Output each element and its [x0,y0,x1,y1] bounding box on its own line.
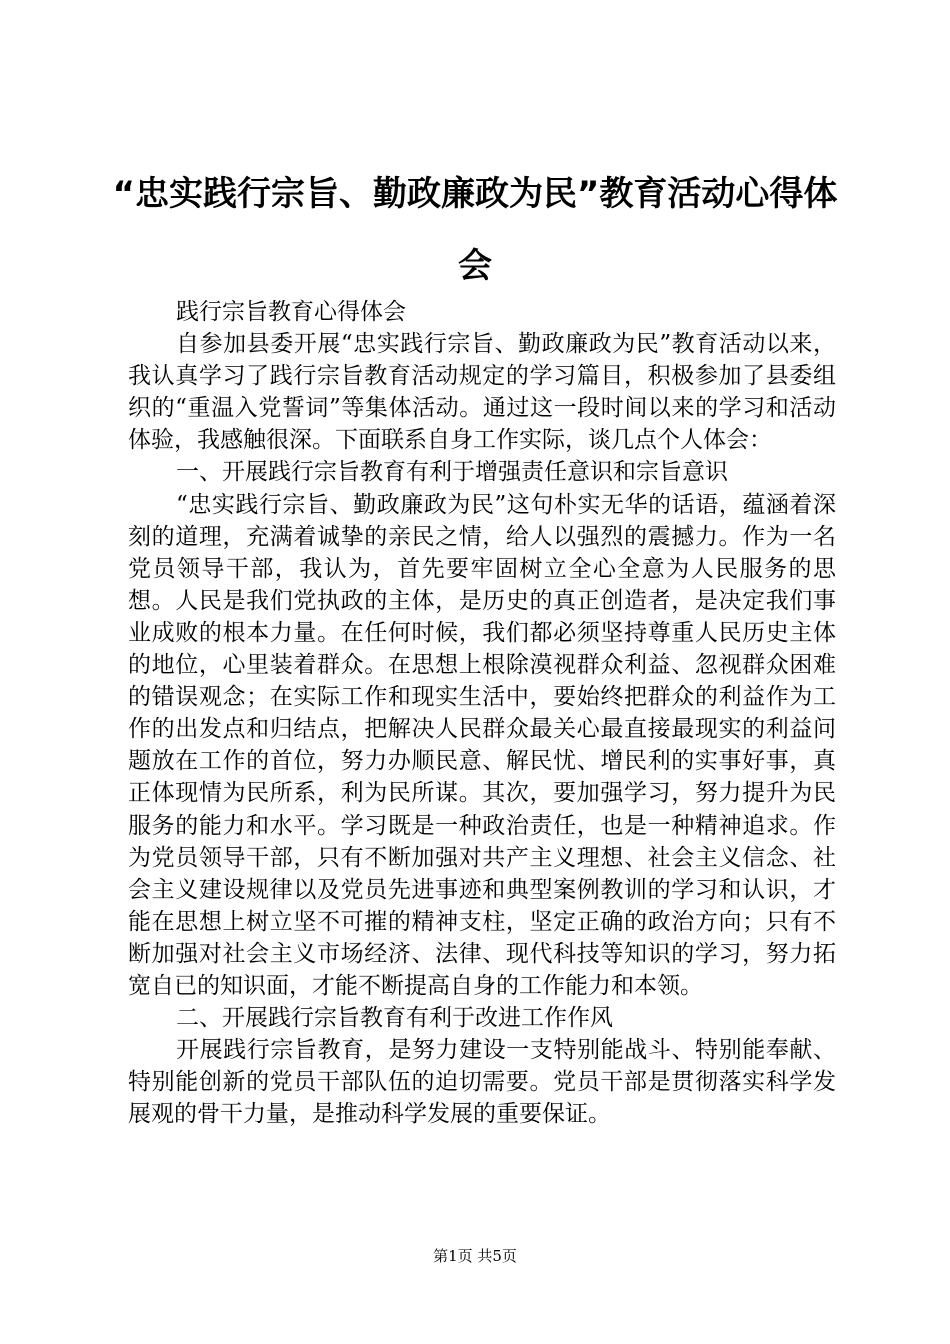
page-footer: 第1页 共5页 [433,1247,517,1265]
paragraph-section-2: 开展践行宗旨教育，是努力建设一支特别能战斗、特别能奉献、特别能创新的党员干部队伍的迫切需要。党员干部是贯彻落实科学发展观的骨干力量，是推动科学发展的重要保证。 [128,1037,836,1128]
document-body [128,296,836,1130]
paragraph-section-1: “忠实践行宗旨、勤政廉政为民”这句朴实无华的话语，蕴涵着深刻的道理，充满着诚挚的亲民之情，给人以强烈的震撼力。作为一名党员领导干部，我认为，首先要牢固树立全心全意为人民服务的思想。人民是我们党执政的主体，是历史的真正创造者，是决定我们事业成败的根本力量。在任何时候，我们都必须坚持尊重人民历史主体的地位，心里装着群众。在思想上根除漠视群众利益、忽视群众困难的错误观念；在实际工作和现实生活中，要始终把群众的利益作为工作的出发点和归结点，把解决人民群众最关心最直接最现实的利益问题放在工作的首位，努力办顺民意、解民忧、增民利的实事好事，真正体现情为民所系，利为民所谋。其次，要加强学习，努力提升为民服务的能力和水平。学习既是一种政治责任，也是一种精神追求。作为党员领导干部，只有不断加强对共产主义理想、社会主义信念、社会主义建设规律以及党员先进事迹和典型案例教训的学习和认识，才能在思想上树立坚不可摧的精神支柱，坚定正确的政治方向；只有不断加强对社会主义市场经济、法律、现代科技等知识的学习，努力拓宽自已的知识面，才能不断提高自身的工作能力和本领。 [128,491,836,999]
paragraph-intro: 自参加县委开展“忠实践行宗旨、勤政廉政为民”教育活动以来，我认真学习了践行宗旨教育活动规定的学习篇目，积极参加了县委组织的“重温入党誓词”等集体活动。通过这一段时间以来的学习和活动体验，我感触很深。下面联系自身工作实际，谈几点个人体会： [128,331,836,454]
document-subtitle: 践行宗旨教育心得体会 [176,299,406,325]
page-title: “忠实践行宗旨、勤政廉政为民”教育活动心得体会 [112,174,838,286]
section-heading-1: 一、开展践行宗旨教育有利于增强责任意识和宗旨意识 [176,459,728,486]
section-heading-2: 二、开展践行宗旨教育有利于改进工作作风 [176,1005,613,1032]
